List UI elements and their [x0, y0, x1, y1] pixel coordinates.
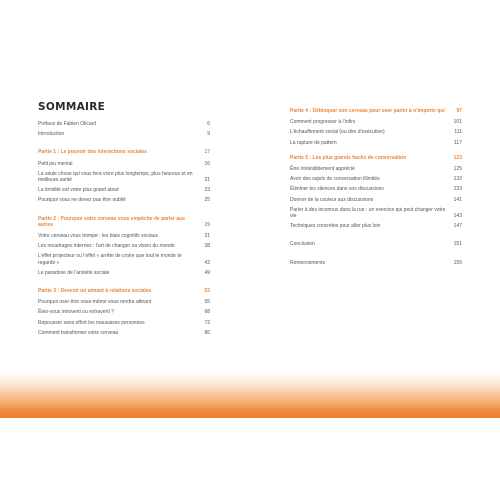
page-number: 9: [207, 131, 210, 138]
toc-entry: [290, 140, 462, 146]
entry-title: Comment transformer votre cerveau: [38, 329, 119, 336]
page-number: 49: [204, 269, 210, 276]
page-number: 86: [204, 329, 210, 336]
entry-title: Conclusion: [290, 241, 315, 248]
entry-title: L’effet projecteur ou l’effet « arrête de croire que tout le monde te regarde »: [38, 253, 182, 266]
toc-entry: [38, 330, 210, 336]
entry-title: Introduction: [38, 131, 65, 138]
entry-title: Préface de Fabien Olicard: [38, 121, 97, 127]
toc-entry: [290, 176, 462, 182]
toc-entry: [290, 223, 462, 229]
toc-part-heading: [38, 149, 210, 155]
entry-title: Pourquoi vous ne devez pas être oublié: [38, 197, 126, 204]
entry-title: Pourquoi oser être vous-même vous rendra attirant: [38, 299, 152, 306]
toc-entry: [38, 299, 210, 305]
toc-part-heading: [290, 108, 462, 114]
entry-title: Donner de la couleur aux discussions: [290, 196, 374, 203]
page-number: 97: [456, 108, 462, 114]
page-number: 117: [454, 139, 462, 146]
toc-entry: [38, 171, 210, 183]
entry-title: Parler à des inconnus dans la rue : un exercice qui peut changer votre vie: [290, 206, 446, 220]
toc-entry: [38, 253, 210, 265]
toc-entry: [38, 309, 210, 315]
toc-entry: [290, 207, 462, 219]
page-number: 31: [204, 233, 210, 240]
toc-entry: [290, 129, 462, 135]
page-number: 42: [204, 259, 210, 266]
toc-entry: [38, 121, 210, 127]
page-number: 155: [453, 259, 462, 266]
entry-title: Éliminer les silences dans vos discussions: [290, 186, 384, 193]
page-number: 111: [454, 129, 462, 136]
part-title: Partie 2 : Pourquoi votre cerveau vous empêche de parler aux autres: [38, 215, 185, 228]
toc-part-heading: [38, 288, 210, 294]
orange-gradient-band: [0, 372, 500, 418]
page-title: SOMMAIRE: [38, 101, 106, 113]
entry-title: Le paradoxe de l’anxiété sociale: [38, 269, 110, 276]
entry-title: Comment progresser à l’infini: [290, 119, 356, 126]
toc-entry: [38, 187, 210, 193]
entry-title: Repousser sans effort les mauvaises personnes: [38, 319, 145, 326]
page-number: 23: [204, 187, 210, 194]
page-number: 151: [453, 241, 462, 248]
entry-title: La timidité est votre plus grand atout: [38, 187, 119, 194]
toc-entry: [290, 260, 462, 266]
toc-entry: [38, 233, 210, 239]
page-number: 123: [453, 154, 462, 161]
entry-title: Être irrésistiblement apprécié: [290, 166, 355, 173]
toc-entry: [290, 186, 462, 192]
toc-entry: [38, 131, 210, 137]
entry-title: La seule chose qui vous fera vivre plus longtemps, plus heureux et en meilleure santé: [38, 170, 193, 184]
page-number: 16: [204, 160, 210, 167]
page-number: 132: [453, 176, 462, 183]
toc-entry: [38, 161, 210, 167]
entry-title: Petit jeu mental: [38, 160, 73, 167]
entry-title: Avoir des sujets de conversation illimités: [290, 176, 380, 183]
page-number: 125: [453, 166, 462, 173]
page-number: 147: [453, 223, 462, 230]
toc-part-heading: [290, 155, 462, 161]
toc-entry: [38, 270, 210, 276]
page-number: 29: [204, 221, 210, 228]
page-number: 6: [207, 121, 210, 127]
toc-entry: [290, 197, 462, 203]
toc-entry: [38, 320, 210, 326]
toc-right-column: [290, 108, 462, 266]
entry-title: La rupture de pattern: [290, 139, 337, 146]
entry-title: Êtes-vous introverti ou extraverti ?: [38, 309, 114, 316]
part-title: Partie 5 : Les plus grands hacks de conversation: [290, 154, 407, 161]
page-number: 38: [204, 243, 210, 250]
page-number: 17: [204, 149, 210, 156]
part-title: Partie 4 : Débloquer son cerveau pour oser parler à n’importe qui: [290, 108, 445, 114]
page-number: 21: [204, 177, 210, 184]
entry-title: Remerciements: [290, 259, 326, 266]
page-number: 141: [453, 196, 462, 203]
entry-title: Techniques concrètes pour aller plus loin: [290, 223, 381, 230]
toc-left-column: [38, 121, 210, 336]
toc-entry: [290, 166, 462, 172]
page-number: 25: [204, 197, 210, 204]
page-number: 72: [204, 319, 210, 326]
toc-part-heading: [38, 216, 210, 228]
page-number: 133: [453, 186, 462, 193]
part-title: Partie 1 : Le pouvoir des interactions sociales: [38, 149, 147, 156]
part-title: Partie 3 : Devenir un aimant à relations sociales: [38, 288, 152, 295]
entry-title: Votre cerveau vous trompe : les biais cognitifs sociaux: [38, 233, 159, 240]
toc-entry: [38, 197, 210, 203]
page-number: 53: [204, 288, 210, 295]
page-number: 143: [453, 213, 462, 220]
toc-entry: [38, 243, 210, 249]
toc-entry: [290, 119, 462, 125]
toc-entry: [290, 241, 462, 247]
entry-title: L’échauffement social (ou dire d’exécution): [290, 129, 385, 136]
page-number: 68: [204, 309, 210, 316]
page-number: 55: [204, 299, 210, 306]
entry-title: Les recadrages internes : l’art de changer sa vision du monde: [38, 243, 175, 250]
page-number: 101: [453, 119, 462, 126]
